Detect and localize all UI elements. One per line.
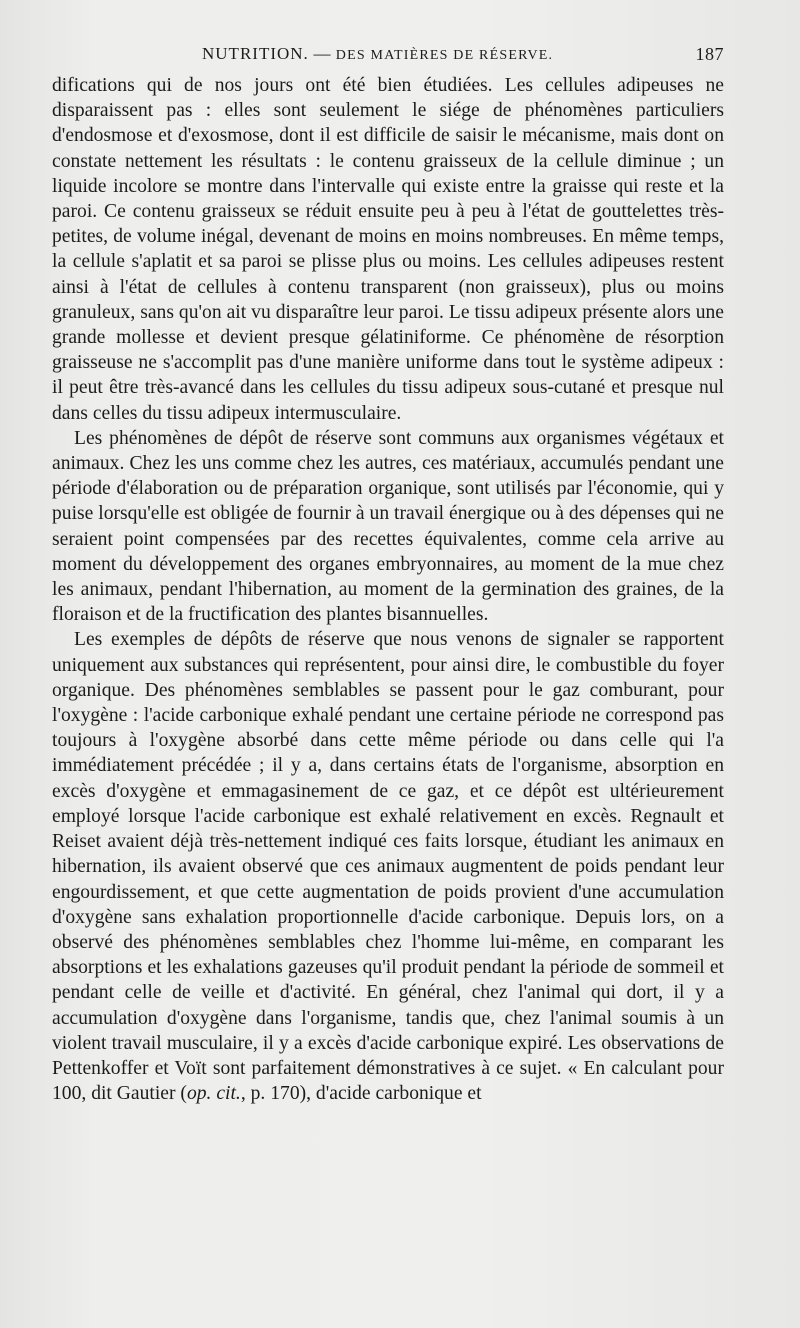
running-title-sub: DES MATIÈRES DE RÉSERVE. xyxy=(335,48,554,63)
paragraph-3-text-b: , p. 170), d'acide carbonique et xyxy=(240,1083,482,1105)
paragraph-3-text-a: Les exemples de dépôts de réserve que nous venons de signaler se rapportent uniquement aux substances qui représentent, pour ainsi dire, le combustible du foyer organique. Des phénomènes semblables se passent pour le gaz comburant, pour l'oxygène : l'acide carbonique exhalé pendant une certaine période ne correspond pas toujours à l'oxygène absorbé dans cette même période ou dans celle qui l'a immédiatement précédée ; il y a, dans certains états de l'organisme, absorption en excès d'oxygène et emmagasinement de ce gaz, et ce dépôt est ultérieurement employé lorsque l'acide carbonique est exhalé relativement en excès. Regnault et Reiset avaient déjà très-nettement indiqué ces faits lorsque, étudiant les animaux en hibernation, ils avaient observé que ces animaux augmentent de poids pendant leur engourdissement, et que cette augmentation de poids provient d'une accumulation d'oxygène sans exhalation proportionnelle d'acide carbonique. Depuis lors, on a observé des phénomènes semblables chez l'homme lui-même, en comparant les absorptions et les exhalations gazeuses qu'il produit pendant la période de sommeil et pendant celle de veille et d'activité. En général, chez l'animal qui dort, il y a accumulation d'oxygène dans l'organisme, tandis que, chez l'animal soumis à un violent travail musculaire, il y a excès d'acide carbonique expiré. Les observations de Pettenkoffer et Voït sont parfaitement démonstratives à ce sujet. « En calculant pour 100, dit Gautier ( xyxy=(52,629,724,1105)
running-header xyxy=(52,44,724,70)
running-title xyxy=(202,44,553,64)
running-title-dash: — xyxy=(308,44,336,63)
paragraph-3-citation: op. cit. xyxy=(186,1083,241,1105)
paragraph-1: difications qui de nos jours ont été bien étudiées. Les cellules adipeuses ne disparaissent pas : elles sont seulement le siége de phénomènes particuliers d'endosmose et d'exosmose, dont il est difficile de saisir le mécanisme, mais dont on constate nettement les résultats : le contenu graisseux de la cellule diminue ; un liquide incolore se montre dans l'intervalle qui existe entre la graisse qui reste et la paroi. Ce contenu graisseux se réduit ensuite peu à peu à l'état de gouttelettes très-petites, de volume inégal, devenant de moins en moins nombreuses. En même temps, la cellule s'aplatit et sa paroi se plisse plus ou moins. Les cellules adipeuses restent ainsi à l'état de cellules à contenu transparent (non graisseux), plus ou moins granuleux, sans qu'on ait vu disparaître leur paroi. Le tissu adipeux présente alors une grande mollesse et devient presque gélatiniforme. Ce phénomène de résorption graisseuse ne s'accomplit pas d'une manière uniforme dans tout le système adipeux : il peut être très-avancé dans les cellules du tissu adipeux sous-cutané et presque nul dans celles du tissu adipeux intermusculaire. xyxy=(52,75,724,424)
paragraph-3 xyxy=(52,627,724,1106)
paragraph-2: Les phénomènes de dépôt de réserve sont communs aux organismes végétaux et animaux. Chez les uns comme chez les autres, ces matériaux, accumulés pendant une période d'élaboration ou de préparation organique, sont utilisés par l'économie, qui y puise lorsqu'elle est obligée de fournir à un travail énergique ou à des dépenses qui ne seraient point compensées par des recettes équivalentes, comme cela arrive au moment du développement des organes embryonnaires, au moment de la mue chez les animaux, pendant l'hibernation, au moment de la germination des graines, de la floraison et de la fructification des plantes bisannuelles. xyxy=(52,427,724,626)
running-title-main: NUTRITION. xyxy=(202,44,309,63)
body-text xyxy=(52,73,724,1106)
page-number: 187 xyxy=(695,44,724,64)
